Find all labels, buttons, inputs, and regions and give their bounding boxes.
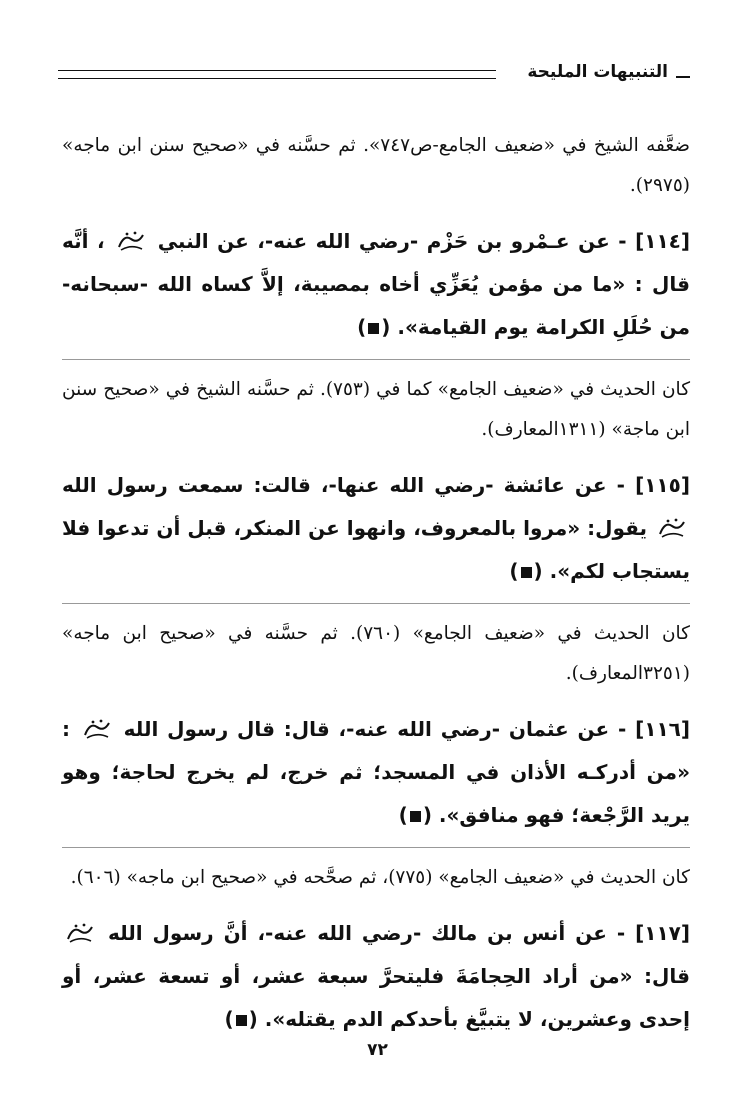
hadith-text-part: - عن عائشة -رضي الله عنها-، قالت: سمعت رسول الله	[62, 473, 625, 497]
hadith-entry-114	[62, 220, 690, 349]
header-dash	[676, 76, 690, 78]
hadith-close: )	[509, 559, 519, 583]
hadith-number: [١١٤]	[635, 229, 691, 253]
black-square-icon	[410, 811, 421, 822]
running-header	[58, 60, 690, 92]
black-square-icon	[236, 1015, 247, 1026]
hadith-text-part: - عن عـمْرو بن حَزْم -رضي الله عنه-، عن النبي	[157, 229, 627, 253]
page-content	[62, 126, 690, 1051]
hadith-number: [١١٦]	[635, 717, 691, 741]
header-title: التنبيهات المليحة	[527, 62, 668, 82]
hadith-text-part: - عن عثمان -رضي الله عنه-، قال: قال رسول الله	[123, 717, 627, 741]
hadith-entry-115	[62, 464, 690, 593]
hadith-entry-116	[62, 708, 690, 837]
hadith-number: [١١٧]	[635, 921, 690, 945]
hadith-text-part: - عن أنس بن مالك -رضي الله عنه-، أنَّ رسول الله	[107, 921, 626, 945]
page-number: ٧٢	[367, 1040, 388, 1060]
commentary-paragraph: كان الحديث في «ضعيف الجامع» (٧٧٥)، ثم صحَّحه في «صحيح ابن ماجه» (٦٠٦).	[70, 867, 690, 888]
hadith-close: )	[224, 1007, 234, 1031]
hadith-close: )	[357, 315, 367, 339]
hadith-text-part: قال: «من أراد الحِجامَةَ فليتحرَّ سبعة عشر، أو تسعة عشر، أو إحدى وعشرين، لا يتبيَّغ بأحدكم الدم يقتله». (	[62, 964, 690, 1031]
header-rule-top	[58, 70, 496, 71]
black-square-icon	[521, 567, 532, 578]
header-rule-bottom	[58, 78, 496, 79]
salawat-ligature-icon	[82, 718, 112, 740]
salawat-ligature-icon	[65, 922, 95, 944]
commentary-paragraph: ضعَّفه الشيخ في «ضعيف الجامع-ص٧٤٧». ثم حسَّنه في «صحيح سنن ابن ماجه» (٢٩٧٥).	[62, 135, 691, 196]
salawat-ligature-icon	[657, 517, 687, 539]
commentary-paragraph: كان الحديث في «ضعيف الجامع» (٧٦٠). ثم حسَّنه في «صحيح ابن ماجه» (٣٢٥١المعارف).	[62, 623, 690, 684]
hadith-text-part: ، أنَّه قال : «ما من مؤمن يُعَزِّي أخاه بمصيبة، إلاَّ كساه الله -سبحانه- من حُلَلِ الكرامة يوم القيامة». (	[62, 229, 690, 339]
hadith-number: [١١٥]	[635, 473, 690, 497]
section-divider	[62, 603, 690, 604]
hadith-text-part: : «من أدركـه الأذان في المسجد؛ ثم خرج، لم يخرج لحاجة؛ وهو يريد الرَّجْعة؛ فهو منافق». (	[62, 717, 690, 827]
hadith-entry-117	[62, 912, 690, 1041]
commentary-paragraph: كان الحديث في «ضعيف الجامع» كما في (٧٥٣). ثم حسَّنه الشيخ في «صحيح سنن ابن ماجة» (١٣١١المعارف).	[62, 379, 690, 440]
hadith-text-part: يقول: «مروا بالمعروف، وانهوا عن المنكر، قبل أن تدعوا فلا يستجاب لكم». (	[62, 516, 690, 583]
section-divider	[62, 359, 690, 360]
hadith-close: )	[398, 803, 408, 827]
salawat-ligature-icon	[116, 230, 146, 252]
section-divider	[62, 847, 690, 848]
black-square-icon	[368, 323, 379, 334]
